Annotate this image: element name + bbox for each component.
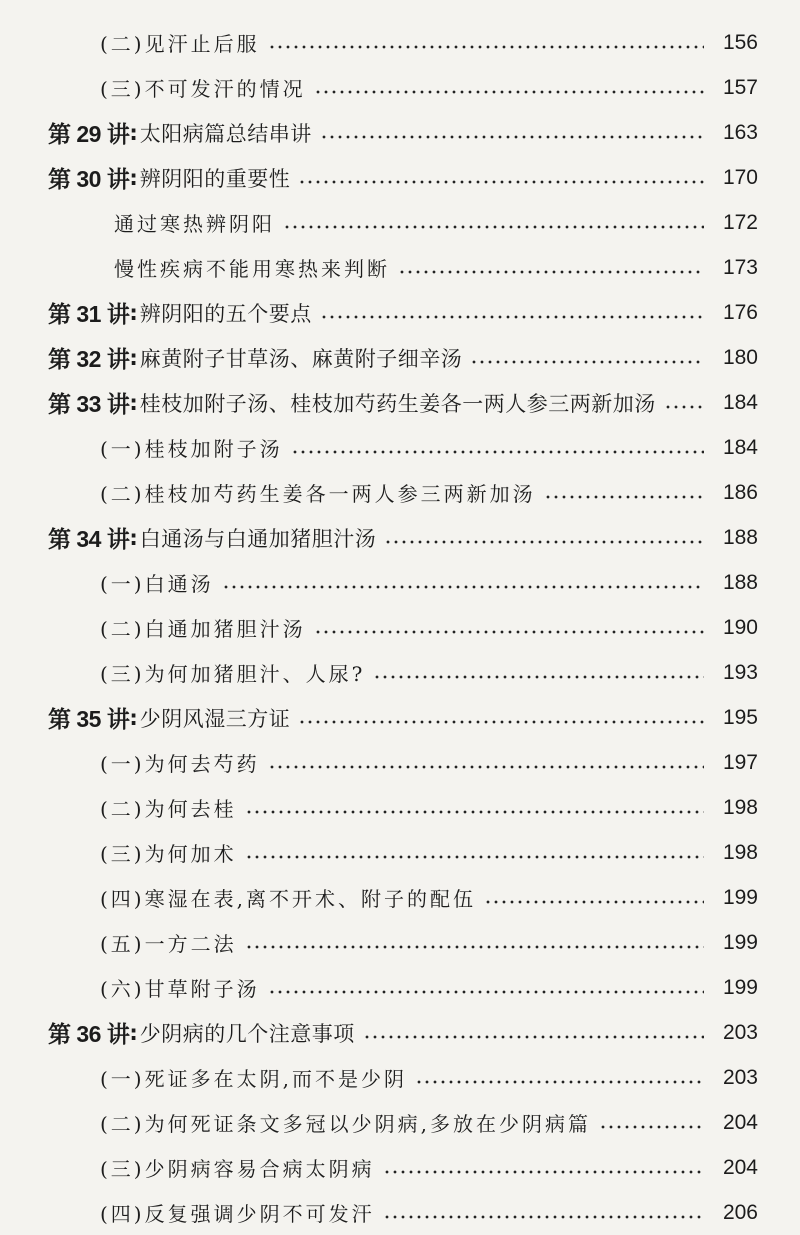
toc-section-entry[interactable] [48, 470, 758, 515]
lecture-separator: : [129, 705, 138, 730]
toc-section-entry[interactable] [48, 605, 758, 650]
entry-title: (四)寒湿在表,离不开术、附子的配伍 [100, 887, 476, 911]
page-number: 180 [722, 345, 758, 369]
toc-section-entry[interactable] [48, 830, 758, 875]
entry-title: 辨阴阳的五个要点 [139, 301, 312, 326]
lecture-separator: : [129, 525, 138, 550]
entry-title: (一)为何去芍药 [100, 752, 260, 776]
lecture-number: 第 31 讲 [48, 301, 130, 327]
page-number: 188 [722, 525, 758, 549]
entry-title: 麻黄附子甘草汤、麻黄附子细辛汤 [139, 346, 463, 371]
lecture-number: 第 32 讲 [48, 346, 130, 372]
toc-section-entry[interactable] [48, 65, 758, 110]
page-number: 188 [722, 570, 758, 594]
lecture-number: 第 35 讲 [48, 706, 130, 732]
entry-title: (一)死证多在太阴,而不是少阴 [100, 1067, 407, 1091]
toc-section-entry[interactable] [48, 650, 758, 695]
dot-leader [544, 495, 704, 499]
dot-leader [383, 1215, 704, 1219]
entry-title: (二)为何去桂 [100, 797, 237, 821]
dot-leader [470, 360, 704, 364]
page-number: 206 [722, 1200, 758, 1224]
toc-section-entry[interactable] [48, 1190, 758, 1235]
page-number: 157 [722, 75, 758, 99]
dot-leader [415, 1080, 704, 1084]
dot-leader [298, 180, 704, 184]
dot-leader [484, 900, 704, 904]
page-number: 184 [722, 435, 758, 459]
toc-section-entry[interactable] [48, 245, 758, 290]
lecture-separator: : [129, 345, 138, 370]
entry-title: 少阴风湿三方证 [139, 706, 291, 731]
toc-lecture-entry[interactable] [48, 380, 758, 425]
entry-title: (三)不可发汗的情况 [100, 77, 306, 101]
toc-section-entry[interactable] [48, 740, 758, 785]
entry-title: 太阳病篇总结串讲 [139, 121, 312, 146]
page-number: 203 [722, 1020, 758, 1044]
entry-title: (六)甘草附子汤 [100, 977, 260, 1001]
entry-title: (三)少阴病容易合病太阴病 [100, 1157, 375, 1181]
toc-lecture-entry[interactable] [48, 290, 758, 335]
dot-leader [384, 540, 704, 544]
dot-leader [320, 315, 704, 319]
page-number: 190 [722, 615, 758, 639]
page-number: 172 [722, 210, 758, 234]
page-number: 204 [722, 1155, 758, 1179]
entry-title: 辨阴阳的重要性 [139, 166, 291, 191]
page-number: 198 [722, 840, 758, 864]
page-number: 199 [722, 885, 758, 909]
entry-title: 慢性疾病不能用寒热来判断 [114, 257, 390, 281]
dot-leader [291, 450, 704, 454]
toc-lecture-entry[interactable] [48, 1010, 758, 1055]
dot-leader [268, 765, 704, 769]
toc-section-entry[interactable] [48, 1100, 758, 1145]
toc-lecture-entry[interactable] [48, 155, 758, 200]
lecture-separator: : [129, 390, 138, 415]
lecture-number: 第 30 讲 [48, 166, 130, 192]
page-number: 163 [722, 120, 758, 144]
toc-section-entry[interactable] [48, 425, 758, 470]
lecture-separator: : [129, 1020, 138, 1045]
toc-section-entry[interactable] [48, 1145, 758, 1190]
dot-leader [664, 405, 704, 409]
entry-title: 通过寒热辨阴阳 [114, 212, 275, 236]
table-of-contents [48, 20, 758, 1235]
toc-section-entry[interactable] [48, 875, 758, 920]
toc-lecture-entry[interactable] [48, 110, 758, 155]
page-number: 193 [722, 660, 758, 684]
toc-section-entry[interactable] [48, 20, 758, 65]
lecture-number: 第 36 讲 [48, 1021, 130, 1047]
page-number: 186 [722, 480, 758, 504]
toc-lecture-entry[interactable] [48, 515, 758, 560]
dot-leader [320, 135, 704, 139]
entry-title: 桂枝加附子汤、桂枝加芍药生姜各一两人参三两新加汤 [139, 391, 656, 416]
lecture-number: 第 34 讲 [48, 526, 130, 552]
lecture-separator: : [129, 300, 138, 325]
page-number: 170 [722, 165, 758, 189]
toc-section-entry[interactable] [48, 200, 758, 245]
entry-title: (一)桂枝加附子汤 [100, 437, 283, 461]
entry-title: (三)为何加猪胆汁、人尿? [100, 662, 366, 686]
page-number: 198 [722, 795, 758, 819]
entry-title: (五)一方二法 [100, 932, 237, 956]
dot-leader [599, 1125, 704, 1129]
entry-title: (二)桂枝加芍药生姜各一两人参三两新加汤 [100, 482, 536, 506]
lecture-number: 第 29 讲 [48, 121, 130, 147]
page-number: 195 [722, 705, 758, 729]
dot-leader [245, 945, 704, 949]
page-number: 204 [722, 1110, 758, 1134]
toc-section-entry[interactable] [48, 920, 758, 965]
dot-leader [314, 90, 704, 94]
page-number: 197 [722, 750, 758, 774]
dot-leader [398, 270, 704, 274]
dot-leader [222, 585, 704, 589]
dot-leader [245, 810, 704, 814]
entry-title: (一)白通汤 [100, 572, 214, 596]
dot-leader [314, 630, 704, 634]
entry-title: (三)为何加术 [100, 842, 237, 866]
entry-title: (四)反复强调少阴不可发汗 [100, 1202, 375, 1226]
dot-leader [268, 990, 704, 994]
lecture-number: 第 33 讲 [48, 391, 130, 417]
page-number: 156 [722, 30, 758, 54]
toc-section-entry[interactable] [48, 785, 758, 830]
toc-lecture-entry[interactable] [48, 695, 758, 740]
entry-title: 少阴病的几个注意事项 [139, 1021, 355, 1046]
dot-leader [268, 45, 704, 49]
entry-title: 白通汤与白通加猪胆汁汤 [139, 526, 377, 551]
page-number: 203 [722, 1065, 758, 1089]
lecture-separator: : [129, 165, 138, 190]
dot-leader [245, 855, 704, 859]
page-number: 199 [722, 975, 758, 999]
entry-title: (二)为何死证条文多冠以少阴病,多放在少阴病篇 [100, 1112, 591, 1136]
dot-leader [283, 225, 704, 229]
toc-section-entry[interactable] [48, 965, 758, 1010]
page-number: 184 [722, 390, 758, 414]
page-number: 176 [722, 300, 758, 324]
toc-section-entry[interactable] [48, 560, 758, 605]
dot-leader [363, 1035, 704, 1039]
entry-title: (二)白通加猪胆汁汤 [100, 617, 306, 641]
dot-leader [298, 720, 704, 724]
lecture-separator: : [129, 120, 138, 145]
dot-leader [383, 1170, 704, 1174]
toc-section-entry[interactable] [48, 1055, 758, 1100]
page-number: 173 [722, 255, 758, 279]
toc-lecture-entry[interactable] [48, 335, 758, 380]
page-number: 199 [722, 930, 758, 954]
entry-title: (二)见汗止后服 [100, 32, 260, 56]
dot-leader [373, 675, 704, 679]
